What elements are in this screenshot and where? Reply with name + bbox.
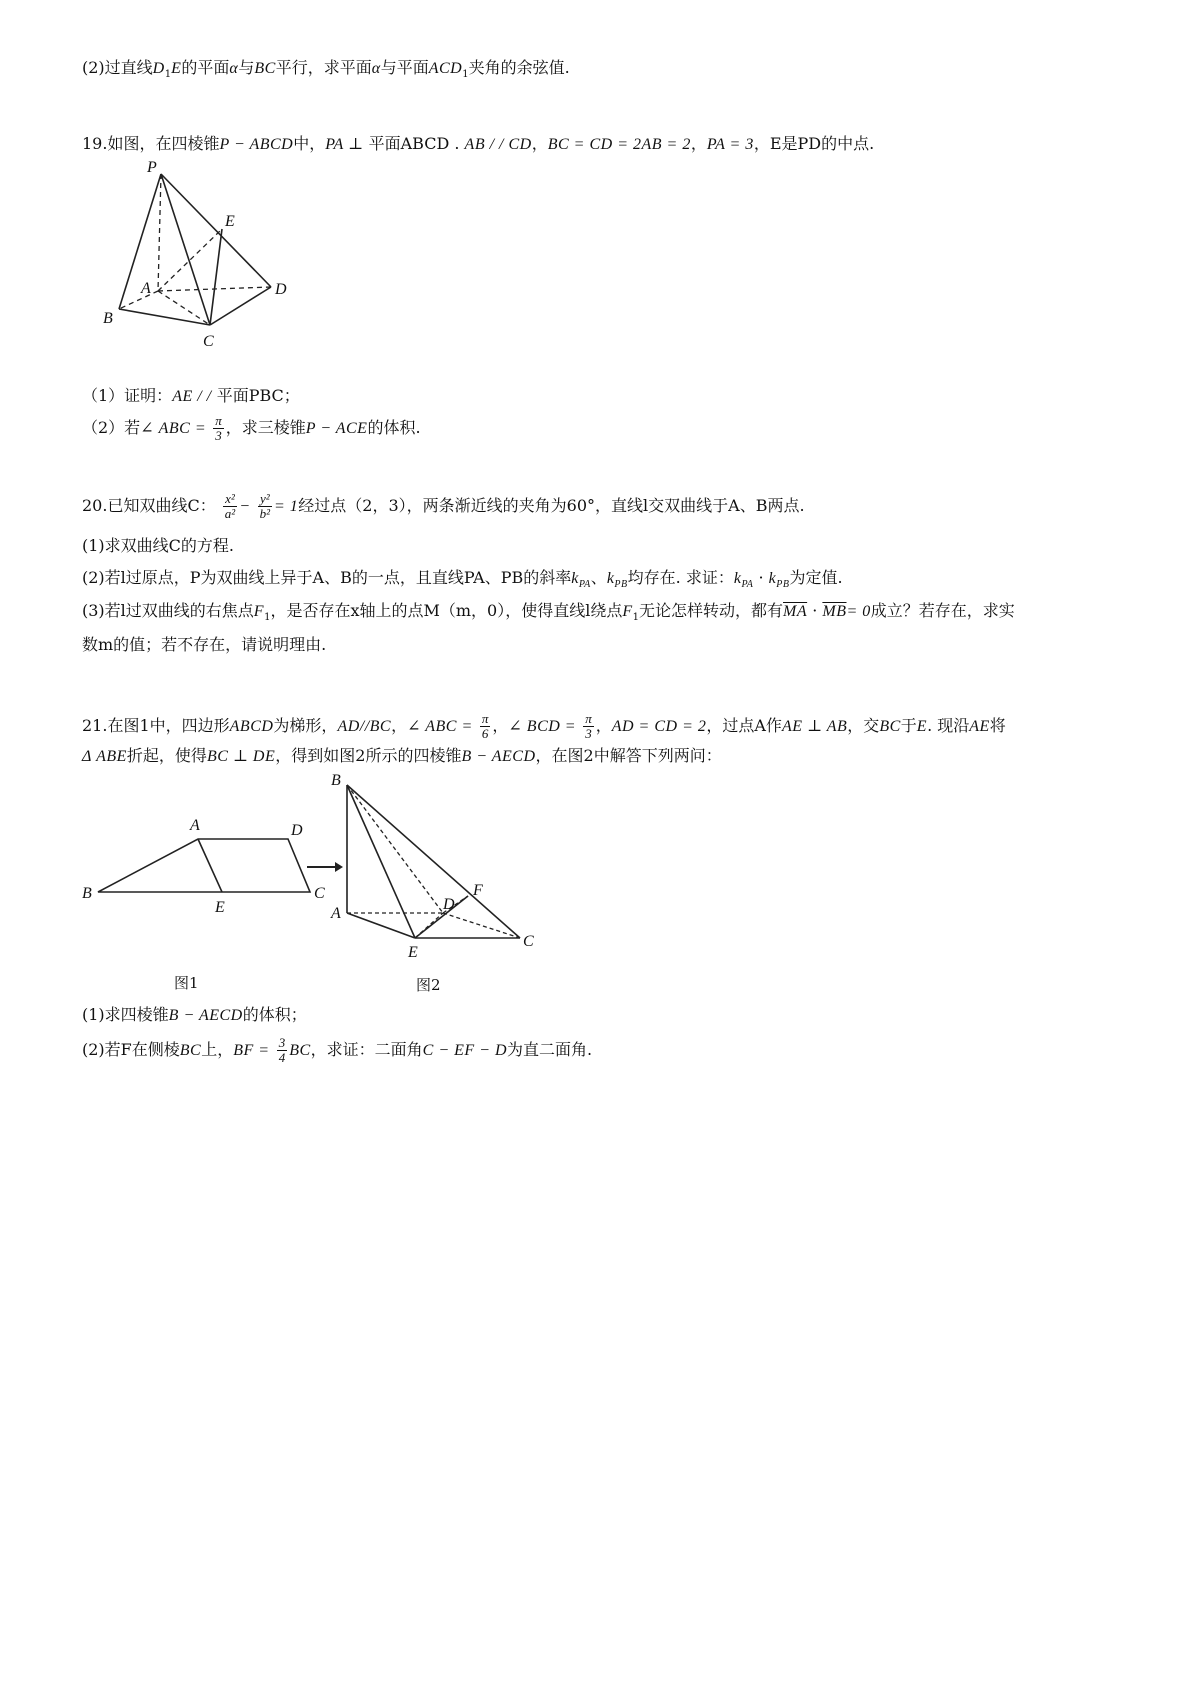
q20-part2: (2)若l过原点，P为双曲线上异于A、B的一点，且直线PA、PB的斜率$k_{PA}$、$k_{PB}$均存在. 求证：$k_{PA} \cdot k_{PB}$为定值. [82,568,843,591]
q19-label-E: E [225,213,235,230]
fig1-label-D: D [291,822,303,839]
q21-intro-line2: Δ ABE折起，使得BC ⊥ DE，得到如图2所示的四棱锥B − AECD，在图2中解答下列两问： [82,746,722,765]
q20-part1: (1)求双曲线C的方程. [82,536,234,555]
fig1-caption: 图1 [174,974,199,992]
q18-part2: (2)过直线$D_1E$的平面α与BC平行，求平面α与平面$ACD_1$夹角的余弦值. [82,58,570,81]
q20-part3-line1: (3)若l过双曲线的右焦点$F_1$，是否存在x轴上的点M（m，0），使得直线l绕点$F_1$无论怎样转动，都有$\overline{MA} \cdot \overline{MB}= 0$成立？若存在，求实 [82,601,1015,624]
q19-label-P: P [147,159,157,176]
fig2-caption: 图2 [416,976,441,994]
q19-label-A: A [141,280,151,297]
fig2-label-F: F [473,882,483,899]
fig2-label-A: A [331,905,341,922]
fig2-label-D: D [443,896,455,913]
q20-part3-line2: 数m的值；若不存在，请说明理由. [82,635,327,654]
fig2-label-C: C [523,933,534,950]
q19-label-C: C [203,333,214,350]
fig2-label-B: B [331,772,341,789]
q20-intro: 20.已知双曲线C： $\frac{\text{x²}}{\text{a²}}$ − $\frac{\text{y²}}{\text{b²}}$ = 1经过点（2，3），两条渐近线的夹角为60°，直线l交双曲线于A、B两点. [82,491,805,521]
fig2-label-E: E [408,944,418,961]
fig1-label-B: B [82,885,92,902]
fig1-label-E: E [215,899,225,916]
q21-intro-line1: 21.在图1中，四边形ABCD为梯形，AD//BC，∠ ABC = $\frac{\pi}{6}$ ，∠ BCD = $\frac{\pi}{3}$ ，AD = CD = 2，过点A作AE ⊥ AB，交BC于E. 现沿AE将 [82,711,1006,741]
q19-label-B: B [103,310,113,327]
q21-figure-2 [325,772,555,961]
q21-part2: (2)若F在侧棱BC上，BF = $\frac{3}{4}$ BC，求证：二面角C − EF − D为直二面角. [82,1035,593,1065]
q19-label-D: D [275,281,287,298]
q19-part2: （2）若∠ ABC = $\frac{\pi}{3}$ ，求三棱锥P − ACE的体积. [82,413,421,443]
q21-figure-1 [80,800,325,916]
q19-part1: （1）证明：AE / / 平面PBC； [82,386,300,405]
fig1-label-C: C [314,885,325,902]
q19-pyramid-figure [95,160,305,360]
q19-intro: 19.如图，在四棱锥P − ABCD中，PA ⊥ 平面ABCD . AB / / CD，BC = CD = 2AB = 2，PA = 3，E是PD的中点. [82,134,875,153]
q21-part1: (1)求四棱锥B − AECD的体积； [82,1005,307,1024]
fig1-label-A: A [190,817,200,834]
